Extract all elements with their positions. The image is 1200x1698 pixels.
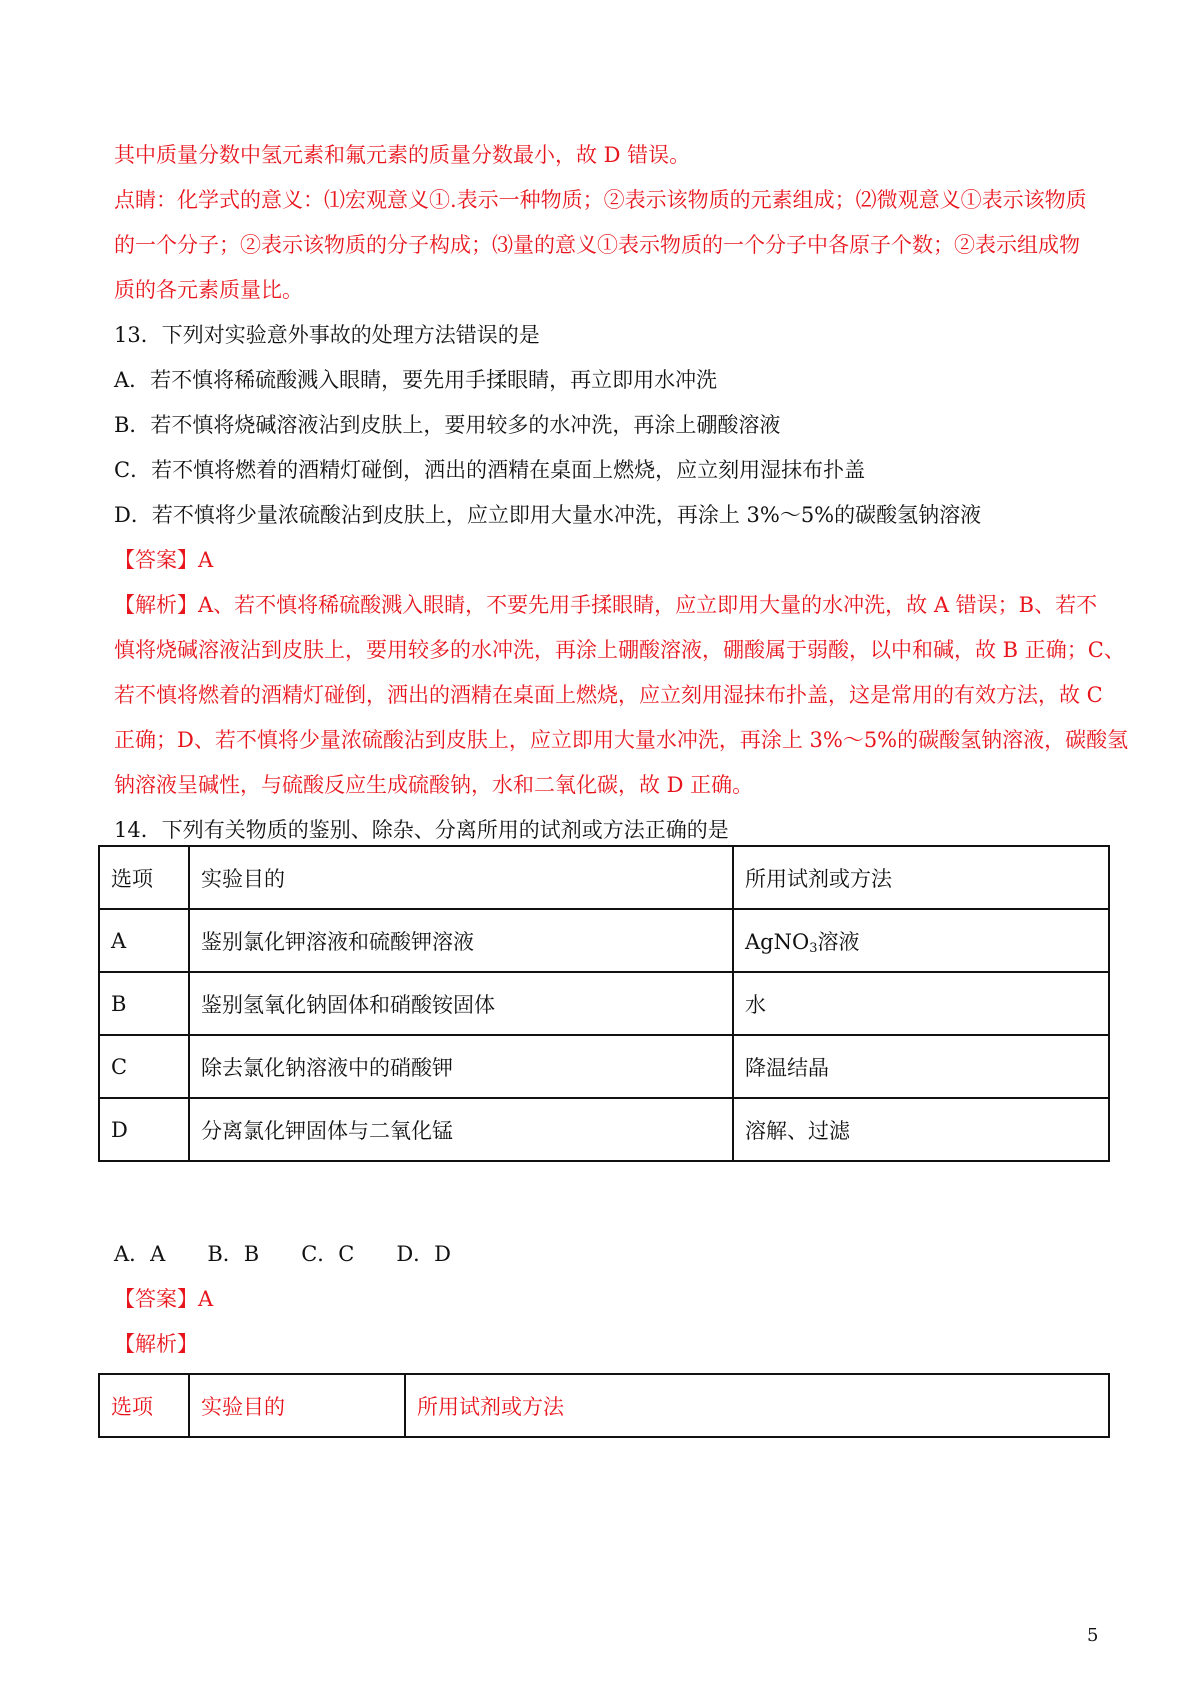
question-13-stem: 13．下列对实验意外事故的处理方法错误的是 [114,323,540,347]
answer-value: A [198,548,214,572]
table-cell-option: B [99,972,189,1035]
table-header-cell: 所用试剂或方法 [405,1374,1109,1437]
table-header-cell: 所用试剂或方法 [733,846,1109,909]
table-cell-purpose: 鉴别氯化钾溶液和硫酸钾溶液 [189,909,733,972]
table-header-cell: 实验目的 [189,846,733,909]
q14-choices: A．A B．B C．C D．D [114,1242,452,1266]
question-14-stem: 14．下列有关物质的鉴别、除杂、分离所用的试剂或方法正确的是 [114,818,729,842]
page-number: 5 [1087,1625,1099,1646]
q14-options-table [98,845,1110,1162]
q13-option-d: D．若不慎将少量浓硫酸沾到皮肤上，应立即用大量水冲洗，再涂上 3%～5%的碳酸氢钠溶液 [114,503,982,527]
table-header-cell: 选项 [99,1374,189,1437]
q13-analysis-line: 若不慎将燃着的酒精灯碰倒，洒出的酒精在桌面上燃烧，应立刻用湿抹布扑盖，这是常用的有效方法，故 C [114,683,1103,707]
analysis-continuation: 其中质量分数中氢元素和氟元素的质量分数最小，故 D 错误。 [114,143,691,167]
q13-option-b: B．若不慎将烧碱溶液沾到皮肤上，要用较多的水冲洗，再涂上硼酸溶液 [114,413,781,437]
answer-label: 【答案】 [114,1287,198,1311]
table-cell-purpose: 分离氯化钾固体与二氧化锰 [189,1098,733,1161]
table-cell-purpose: 鉴别氢氧化钠固体和硝酸铵固体 [189,972,733,1035]
table-header-row [99,846,1109,909]
q13-answer [114,546,213,574]
table-cell-option: C [99,1035,189,1098]
table-cell-reagent: 水 [733,972,1109,1035]
analysis-label: 【解析】 [114,593,198,617]
table-row [99,1035,1109,1098]
answer-value: A [198,1287,214,1311]
table-cell-option: D [99,1098,189,1161]
q13-analysis-line: 正确；D、若不慎将少量浓硫酸沾到皮肤上，应立即用大量水冲洗，再涂上 3%～5%的碳酸氢钠溶液，碳酸氢 [114,728,1129,752]
table-header-cell: 实验目的 [189,1374,405,1437]
table-row [99,1098,1109,1161]
table-cell-reagent: 溶解、过滤 [733,1098,1109,1161]
tip-line: 质的各元素质量比。 [114,278,303,302]
tip-line: 点睛：化学式的意义：⑴宏观意义①.表示一种物质；②表示该物质的元素组成；⑵微观意义①表示该物质 [114,188,1087,212]
q13-analysis-line: 钠溶液呈碱性，与硫酸反应生成硫酸钠，水和二氧化碳，故 D 正确。 [114,773,754,797]
q14-analysis-table [98,1373,1110,1438]
table-row [99,972,1109,1035]
table-cell-purpose: 除去氯化钠溶液中的硝酸钾 [189,1035,733,1098]
q14-answer [114,1285,213,1313]
table-row [99,909,1109,972]
q14-analysis-label: 【解析】 [114,1332,198,1356]
tip-line: 的一个分子；②表示该物质的分子构成；⑶量的意义①表示物质的一个分子中各原子个数；②表示组成物 [114,233,1080,257]
q13-option-a: A．若不慎将稀硫酸溅入眼睛，要先用手揉眼睛，再立即用水冲洗 [114,368,718,392]
q13-option-c: C．若不慎将燃着的酒精灯碰倒，洒出的酒精在桌面上燃烧，应立刻用湿抹布扑盖 [114,458,866,482]
answer-label: 【答案】 [114,548,198,572]
q13-analysis-line: 【解析】A、若不慎将稀硫酸溅入眼睛，不要先用手揉眼睛，应立即用大量的水冲洗，故 A 错误；B、若不 [114,593,1098,617]
table-cell-reagent: 降温结晶 [733,1035,1109,1098]
table-cell-reagent: AgNO$_3$溶液 [733,909,1109,972]
table-header-row [99,1374,1109,1437]
q13-analysis-line: 慎将烧碱溶液沾到皮肤上，要用较多的水冲洗，再涂上硼酸溶液，硼酸属于弱酸，以中和碱，故 B 正确；C、 [114,638,1125,662]
table-cell-option: A [99,909,189,972]
table-header-cell: 选项 [99,846,189,909]
